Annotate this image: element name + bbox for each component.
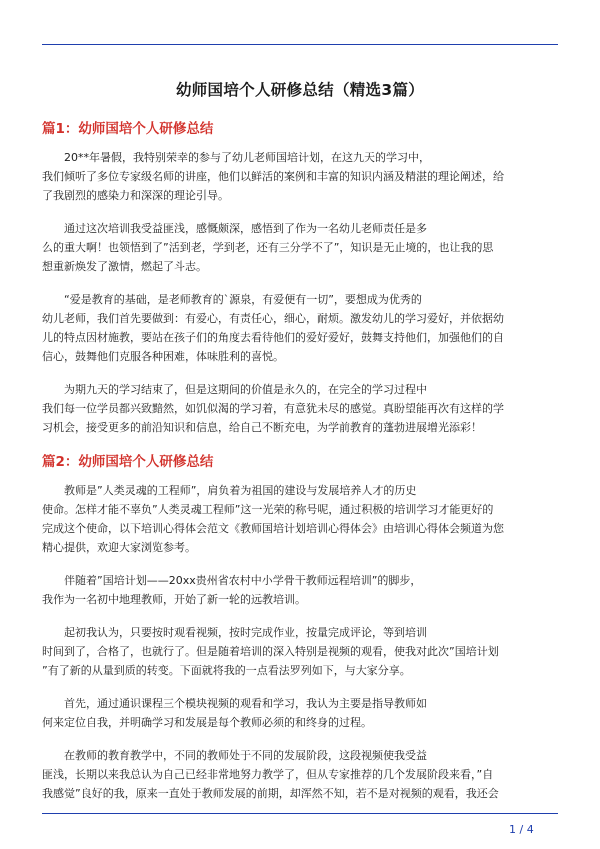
text-line: 信心，鼓舞他们克服各种困难，体味胜利的喜悦。 [42, 350, 284, 363]
text-line: 匪浅，长期以来我总认为自己已经非常地努力教学了，但从专家推荐的几个发展阶段来看，”自 [42, 768, 494, 781]
section-heading: 篇2：幼师国培个人研修总结 [42, 454, 214, 470]
paragraph [42, 746, 558, 803]
text-line: 么的重大啊！也领悟到了”活到老，学到老，还有三分学不了”，知识是无止境的，也让我的思 [42, 241, 494, 254]
text-line: 精心提供，欢迎大家浏览参考。 [42, 541, 196, 554]
paragraph [42, 148, 558, 205]
text-line: ”有了新的从量到质的转变。下面就将我的一点看法罗列如下，与大家分享。 [42, 664, 411, 677]
text-line: 在教师的教育教学中，不同的教师处于不同的发展阶段，这段视频使我受益 [64, 749, 427, 762]
text-line: 我们倾听了多位专家级名师的讲座，他们以鲜活的案例和丰富的知识内涵及精湛的理论阐述，给 [42, 170, 504, 183]
text-line: 我作为一名初中地理教师，开始了新一轮的远教培训。 [42, 593, 306, 606]
page-number: 1 / 4 [509, 823, 534, 836]
text-line: 为期九天的学习结束了，但是这期间的价值是永久的，在完全的学习过程中 [64, 383, 427, 396]
document-body [42, 118, 558, 803]
text-line: 我们每一位学员都兴致黯然，如饥似渴的学习着，有意犹未尽的感觉。真盼望能再次有这样的学 [42, 402, 504, 415]
text-line: 完成这个使命，以下培训心得体会范文《教师国培计划培训心得体会》由培训心得体会频道为您 [42, 522, 504, 535]
document-title: 幼师国培个人研修总结（精选3篇） [175, 81, 425, 99]
text-line: 起初我认为，只要按时观看视频，按时完成作业，按量完成评论，等到培训 [64, 626, 427, 639]
text-line: 时间到了，合格了，也就行了。但是随着培训的深入特别是视频的观看，使我对此次”国培计划 [42, 645, 499, 658]
paragraph [42, 290, 558, 366]
paragraph [42, 571, 558, 609]
paragraph [42, 380, 558, 437]
text-line: 20**年暑假，我特别荣幸的参与了幼儿老师国培计划，在这九天的学习中， [64, 151, 430, 164]
paragraph [42, 219, 558, 276]
paragraph [42, 481, 558, 557]
text-line: 了我剧烈的感染力和深深的理论引导。 [42, 189, 229, 202]
text-line: 使命。怎样才能不辜负”人类灵魂工程师”这一光荣的称号呢，通过积极的培训学习才能更好的 [42, 503, 494, 516]
text-line: 幼儿老师，我们首先要做到：有爱心，有责任心，细心，耐烦。激发幼儿的学习爱好，并依据幼 [42, 312, 504, 325]
section-heading: 篇1：幼师国培个人研修总结 [42, 121, 214, 137]
text-line: 何来定位自我，并明确学习和发展是每个教师必须的和终身的过程。 [42, 716, 372, 729]
text-line: 伴随着”国培计划——20xx贵州省农村中小学骨干教师远程培训”的脚步， [64, 574, 422, 587]
text-line: 通过这次培训我受益匪浅，感慨颇深，感悟到了作为一名幼儿老师责任是多 [64, 222, 427, 235]
paragraph [42, 694, 558, 732]
text-line: 首先，通过通识课程三个模块视频的观看和学习，我认为主要是指导教师如 [64, 697, 427, 710]
text-line: “爱是教育的基础，是老师教育的`源泉，有爱便有一切”，要想成为优秀的 [64, 293, 422, 306]
paragraph [42, 623, 558, 680]
text-line: 想重新焕发了激情，燃起了斗志。 [42, 260, 207, 273]
header-rule [42, 44, 558, 45]
footer-rule [42, 813, 558, 814]
text-line: 我感觉”良好的我，原来一直处于教师发展的前期，却浑然不知，若不是对视频的观看，我还会 [42, 787, 499, 800]
text-line: 习机会，接受更多的前沿知识和信息，给自己不断充电，为学前教育的蓬勃进展增光添彩！ [42, 421, 482, 434]
text-line: 儿的特点因材施教，要站在孩子们的角度去看待他们的爱好爱好，鼓舞支持他们，加强他们的自 [42, 331, 504, 344]
text-line: 教师是”人类灵魂的工程师”，肩负着为祖国的建设与发展培养人才的历史 [64, 484, 417, 497]
